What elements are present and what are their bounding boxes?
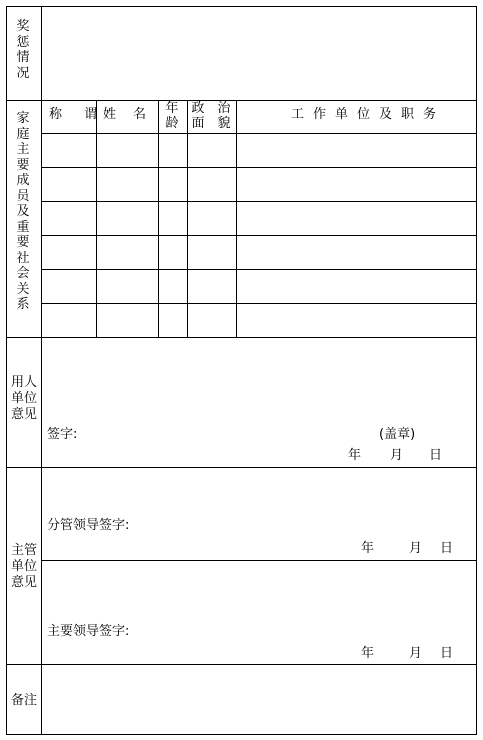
employer-month: 月 xyxy=(390,448,404,463)
row-divider xyxy=(42,167,476,168)
row-divider xyxy=(42,269,476,270)
column-divider xyxy=(236,100,237,337)
employer-signature-label: 签字: xyxy=(47,427,78,442)
row-divider xyxy=(7,467,476,468)
employer-day: 日 xyxy=(429,448,443,463)
supervisor-month-1: 月 xyxy=(409,541,423,556)
header-work: 工作单位及职务 xyxy=(291,107,446,122)
row-divider xyxy=(7,337,476,338)
seal-label: (盖章) xyxy=(379,427,416,442)
supervisor-month-2: 月 xyxy=(409,646,423,661)
header-age: 年龄 xyxy=(165,101,179,131)
header-politics-left: 政面 xyxy=(191,101,205,131)
column-divider xyxy=(41,7,42,734)
row-divider xyxy=(7,664,476,665)
personnel-form xyxy=(6,6,477,735)
remarks-label: 备注 xyxy=(10,693,37,708)
header-title: 称 谓 xyxy=(49,107,107,122)
employer-year: 年 xyxy=(348,448,362,463)
header-name: 姓 名 xyxy=(103,107,149,122)
supervisor-label: 主管单位意见 xyxy=(10,543,37,590)
row-divider xyxy=(42,201,476,202)
column-divider xyxy=(158,100,159,337)
row-divider xyxy=(42,303,476,304)
family-label: 家庭主要成员及重要社会关系 xyxy=(16,111,30,312)
supervisor-year-1: 年 xyxy=(361,541,375,556)
row-divider xyxy=(42,235,476,236)
column-divider xyxy=(187,100,188,337)
row-divider xyxy=(7,100,476,101)
supervisor-day-2: 日 xyxy=(440,646,454,661)
employer-label: 用人单位意见 xyxy=(10,375,37,422)
row-divider xyxy=(42,133,476,134)
header-politics-right: 治貌 xyxy=(217,101,231,131)
main-leader-signature-label: 主要领导签字: xyxy=(47,624,130,639)
rewards-label: 奖惩情况 xyxy=(16,19,30,81)
supervisor-day-1: 日 xyxy=(440,541,454,556)
supervisor-year-2: 年 xyxy=(361,646,375,661)
row-divider xyxy=(42,560,476,561)
column-divider xyxy=(96,100,97,337)
sub-leader-signature-label: 分管领导签字: xyxy=(47,518,130,533)
